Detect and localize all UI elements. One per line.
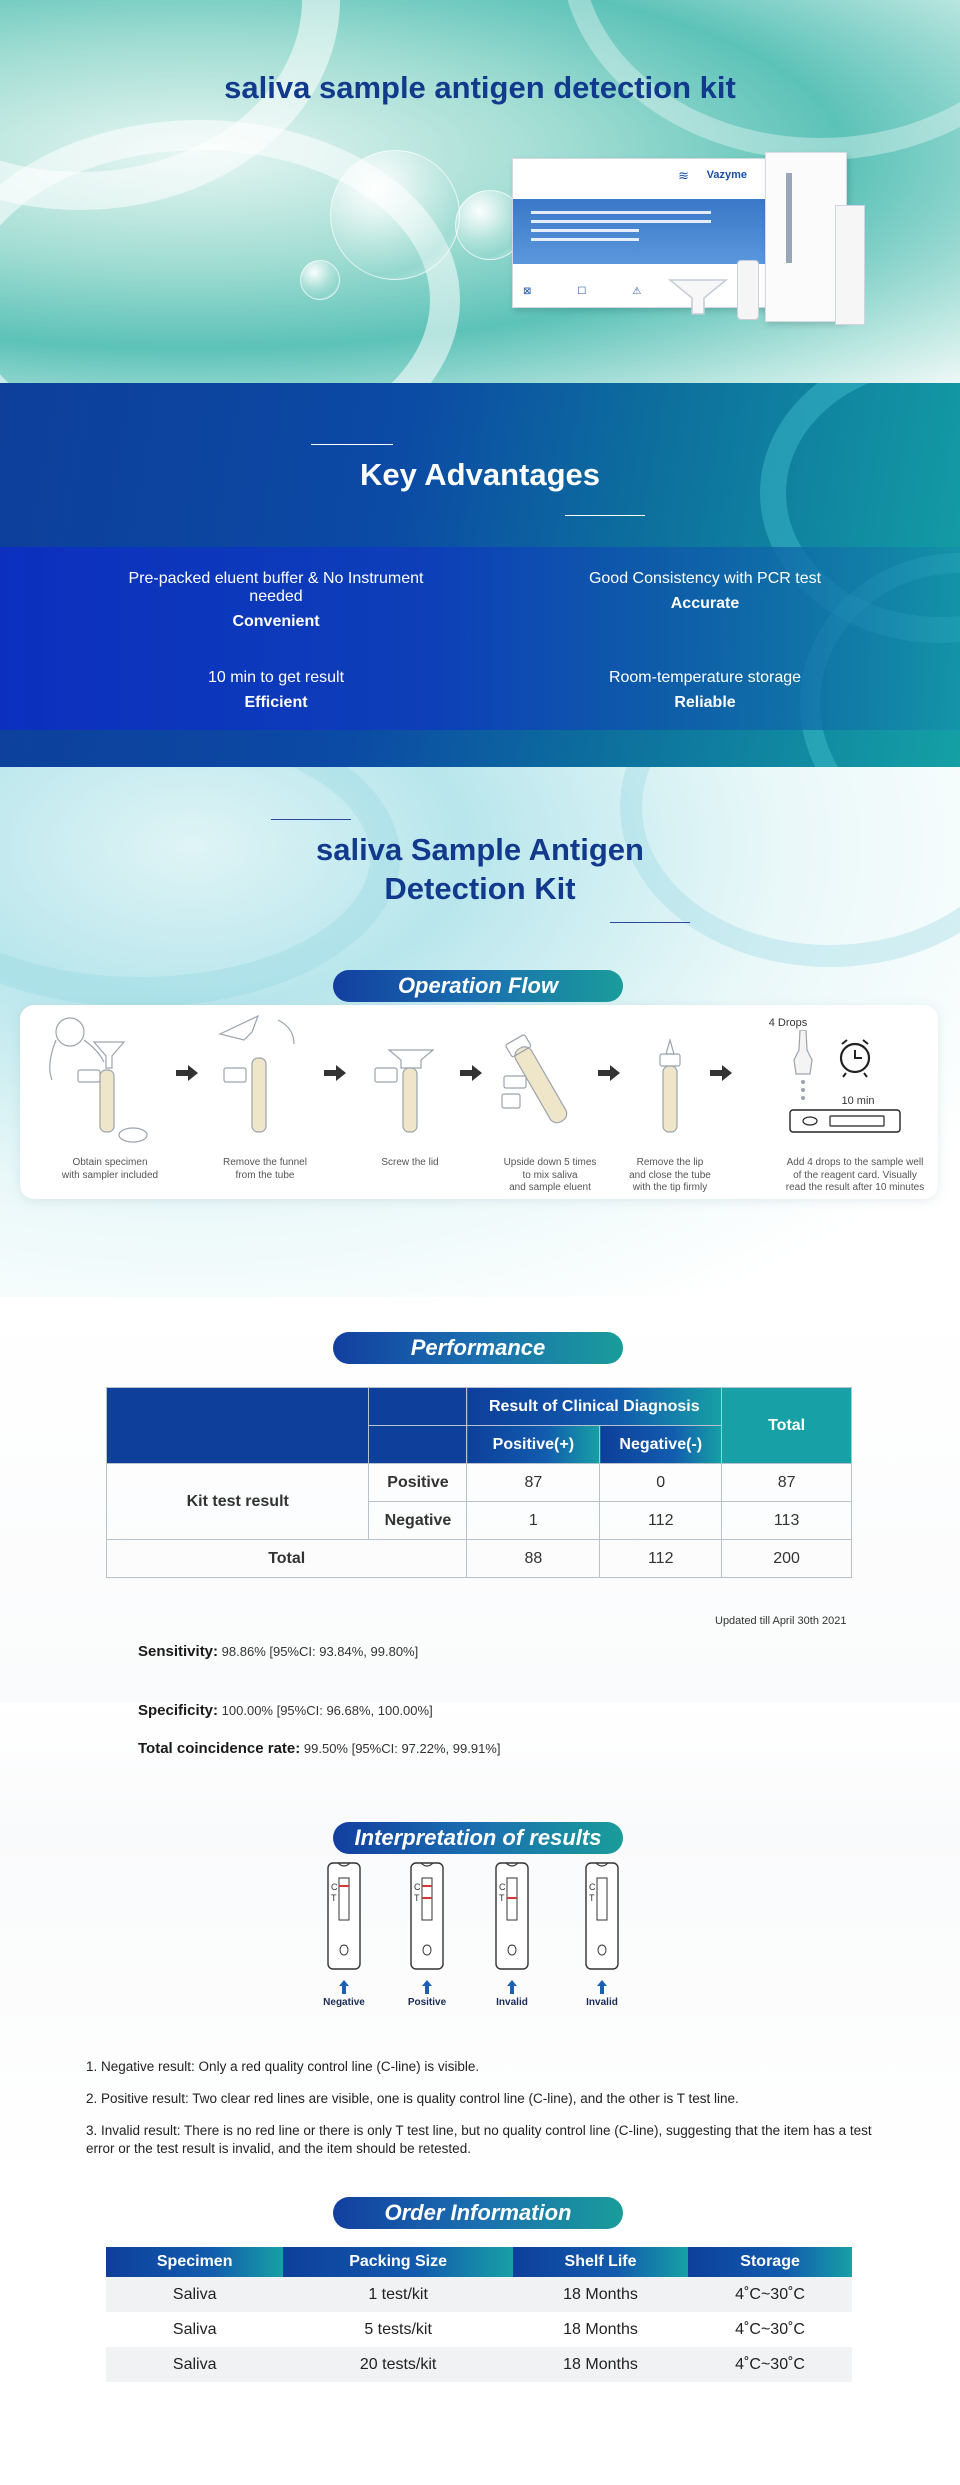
performance-table [106,1387,852,1578]
row-group-label: Kit test result [107,1464,369,1540]
arrow-up-icon [507,1980,517,1994]
cell-value: 4˚C~30˚C [688,2347,852,2382]
cell-value: Saliva [106,2347,283,2382]
arrow-right-icon [176,1065,198,1081]
c-label: C [589,1882,596,1892]
ct-labels [414,1882,421,1904]
updated-note: Updated till April 30th 2021 [715,1615,847,1627]
cell-value: 5 tests/kit [364,2320,432,2338]
tube-image [737,260,759,320]
cell-value: 1 [467,1502,600,1540]
table-header-blank [107,1388,369,1464]
step-caption [195,1157,335,1182]
box-symbols: ⊠ ☐ ⚠ [523,286,642,297]
advantage-desc: Good Consistency with PCR test [588,570,822,587]
hero-title: saliva sample antigen detection kit [224,70,736,105]
t-label: T [331,1893,337,1903]
ct-labels [589,1882,596,1904]
interpretation-section [0,1822,960,2187]
title-rule-left [271,819,351,820]
step-caption-line: of the reagent card. Visually [793,1169,917,1181]
advantage-accurate [535,570,875,613]
c-label: C [499,1882,506,1892]
advantage-efficient [106,669,446,712]
cell-value: 18 Months [513,2277,688,2312]
stat-value: 100.00% [95%CI: 96.68%, 100.00%] [221,1703,433,1718]
step-caption-line: Upside down 5 times [503,1157,597,1168]
cell-value: 18 Months [513,2347,688,2382]
product-box-image [512,158,770,308]
step-caption-line: Obtain specimen [72,1157,148,1168]
title-rule-right [610,922,690,923]
step-caption-line: to mix saliva [522,1169,578,1181]
cell-value: 18 Months [563,2320,638,2338]
cell-value: 20 tests/kit [283,2347,513,2382]
advantage-head: Convenient [232,613,320,630]
cell-value: Saliva [106,2277,283,2312]
t-label: T [589,1893,595,1903]
vazyme-logo-icon: ≋ [678,168,689,183]
advantage-desc: Room-temperature storage [608,669,802,686]
order-heading: Order Information [333,2197,623,2229]
c-label: C [414,1882,421,1892]
table-row [107,1464,852,1502]
bubble-decoration [330,150,460,280]
cell-value: 200 [722,1540,852,1578]
stat-label: Total coincidence rate: [138,1740,301,1757]
table-row [106,2277,852,2312]
key-advantages-section [0,383,960,767]
step-caption-line: with the tip firmly [632,1182,708,1193]
interpretation-heading: Interpretation of results [333,1822,623,1854]
step-caption-line: with sampler included [61,1169,159,1181]
kit-title-line-1: saliva Sample Antigen [316,832,644,867]
column-header: Packing Size [283,2247,513,2277]
c-label: C [331,1882,338,1892]
column-header: Storage [688,2247,852,2277]
advantage-head: Reliable [674,694,736,711]
step-caption [40,1157,180,1182]
row-label: Total [107,1540,467,1578]
interpretation-note: 3. Invalid result: There is no red line or there is only T test line, but no quality control line (C-line), suggesting that the item has a test error or the test result is invalid, and the item should be retested. [86,2123,872,2156]
close-tube-icon [640,1010,700,1150]
specificity-stat [138,1702,433,1719]
positive-test-card-icon [410,1862,444,1970]
bubble-decoration [300,260,340,300]
step-caption-line: Add 4 drops to the sample well [786,1157,924,1168]
negative-test-card-icon [327,1862,361,1970]
screw-lid-icon [355,1010,455,1150]
sensitivity-stat [138,1643,418,1660]
stat-label: Sensitivity: [138,1643,219,1660]
specimen-collection-icon [38,1010,158,1150]
cell-value: 112 [600,1502,722,1540]
performance-stats-section [0,1702,960,1822]
arrow-up-icon [422,1980,432,1994]
advantage-desc: 10 min to get result [207,669,345,686]
arrow-up-icon [339,1980,349,1994]
operation-flow-section [0,767,960,1297]
stat-label: Specificity: [138,1702,219,1719]
test-card-image [835,205,865,325]
t-label: T [499,1893,505,1903]
advantage-convenient [106,570,446,631]
table-header-row [106,2247,852,2277]
cell-value: 4˚C~30˚C [735,2320,805,2338]
cell-value: 112 [600,1540,722,1578]
cell-value: 87 [722,1464,852,1502]
clinical-diagnosis-header: Result of Clinical Diagnosis [467,1388,722,1426]
kit-section-title [0,830,960,909]
title-rule-right [565,515,645,516]
timer-label: 10 min [841,1095,875,1107]
positive-header: Positive(+) [467,1426,600,1464]
column-header: Specimen [106,2247,283,2277]
drops-label: 4 Drops [768,1017,808,1029]
step-caption-line: and sample eluent [509,1182,591,1193]
arrow-right-icon [598,1065,620,1081]
advantage-reliable [535,669,875,712]
table-row [106,2312,852,2347]
card-label: Invalid [586,1997,618,2008]
arrow-up-icon [597,1980,607,1994]
performance-section [0,1297,960,1702]
remove-funnel-icon [210,1010,320,1150]
title-rule-left [311,444,393,445]
cell-value: 4˚C~30˚C [688,2277,852,2312]
cell-value: 87 [467,1464,600,1502]
invalid-test-card-icon [495,1862,529,1970]
arrow-right-icon [710,1065,732,1081]
advantages-title: Key Advantages [359,457,601,492]
cell-value: Saliva [172,2320,217,2338]
kit-title-line-2: Detection Kit [384,871,576,907]
step-caption [340,1157,480,1170]
funnel-icon [668,276,728,316]
cell-value: 113 [722,1502,852,1540]
stat-value: 99.50% [95%CI: 97.22%, 99.91%] [303,1741,501,1756]
advantage-head: Efficient [244,694,308,711]
card-label: Positive [407,1997,447,2008]
performance-heading: Performance [333,1332,623,1364]
column-header: Shelf Life [513,2247,688,2277]
order-information-section [0,2187,960,2485]
add-drops-icon [780,1030,950,1140]
operation-flow-heading: Operation Flow [333,970,623,1002]
step-caption [600,1157,740,1195]
step-caption-line: and close the tube [629,1169,711,1181]
negative-header: Negative(-) [600,1426,722,1464]
step-caption-line: from the tube [235,1169,295,1181]
step-caption [770,1157,940,1195]
step-caption-line: Remove the lip [636,1157,704,1168]
hero-banner [0,0,960,383]
row-label: Positive [369,1464,467,1502]
row-label: Negative [369,1502,467,1540]
interpretation-note: 1. Negative result: Only a red quality control line (C-line) is visible. [86,2059,480,2074]
interpretation-note: 2. Positive result: Two clear red lines are visible, one is quality control line (C-line), and the other is T test line. [86,2091,739,2106]
mix-tube-icon [490,1010,600,1150]
cell-value: 0 [600,1464,722,1502]
step-caption [480,1157,620,1195]
card-label: Negative [323,1997,365,2008]
table-row [106,2347,852,2382]
advantage-head: Accurate [670,595,740,612]
arrow-right-icon [324,1065,346,1081]
coincidence-stat [138,1740,500,1757]
box-text-lines [531,211,711,247]
table-header-blank [369,1388,467,1426]
stat-value: 98.86% [95%CI: 93.84%, 99.80%] [221,1644,419,1659]
ct-labels [331,1882,338,1904]
advantage-desc: Pre-packed eluent buffer & No Instrument needed [128,570,424,605]
brand-name: Vazyme [706,169,747,181]
t-label: T [414,1893,420,1903]
step-caption-line: Remove the funnel [223,1157,307,1168]
operation-flow-card [20,1005,938,1199]
arrow-right-icon [460,1065,482,1081]
card-label: Invalid [496,1997,528,2008]
step-caption-line: read the result after 10 minutes [785,1182,925,1193]
cell-value: 88 [467,1540,600,1578]
cell-value: 1 test/kit [283,2277,513,2312]
ct-labels [499,1882,506,1904]
table-row-total [107,1540,852,1578]
step-caption-line: Screw the lid [381,1157,439,1168]
invalid-test-card-icon [585,1862,619,1970]
total-header: Total [722,1388,852,1464]
table-header-blank [369,1426,467,1464]
order-table [106,2247,852,2382]
